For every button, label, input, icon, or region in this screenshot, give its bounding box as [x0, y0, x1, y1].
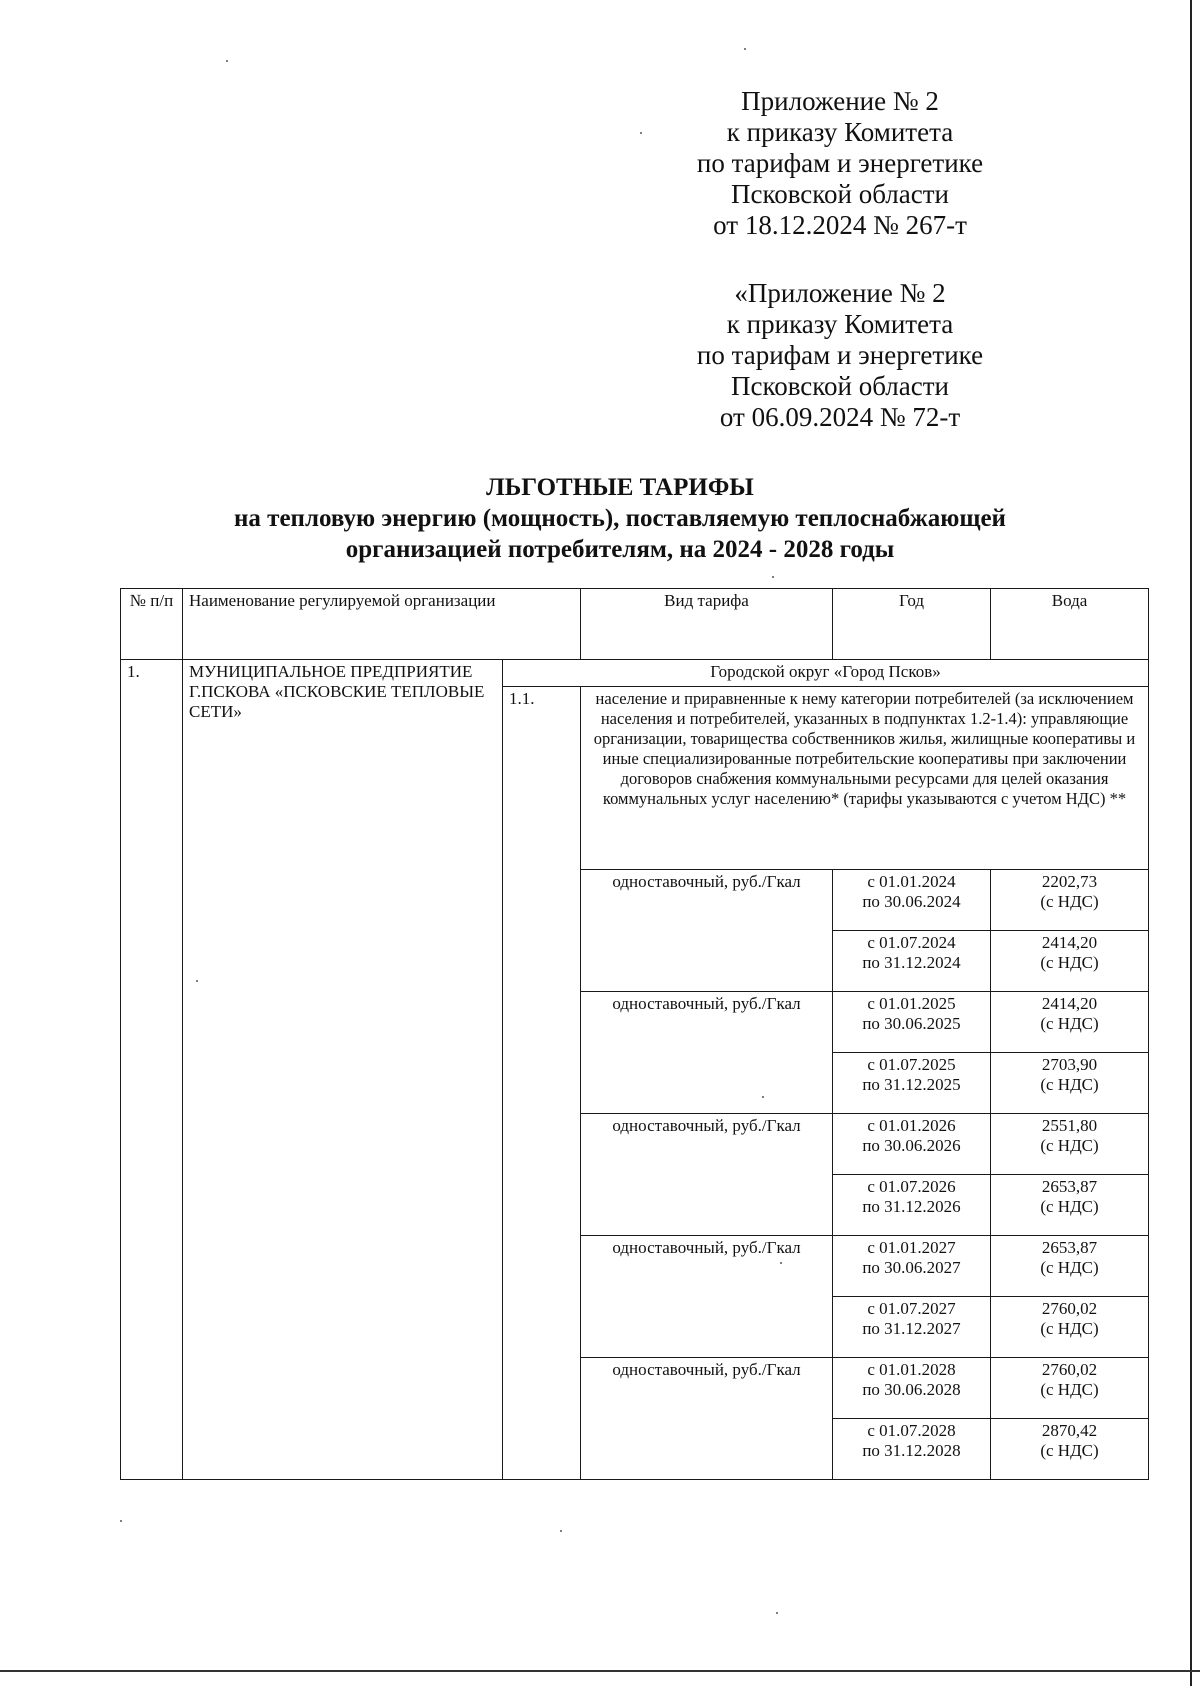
- period-from: с 01.07.2025: [867, 1055, 956, 1074]
- period-from: с 01.01.2026: [867, 1116, 956, 1135]
- period-cell: [833, 1419, 991, 1480]
- title-line: ЛЬГОТНЫЕ ТАРИФЫ: [486, 474, 754, 501]
- consumer-category: население и приравненные к нему категории потребителей (за исключением населения и потребителей, указанных в подпунктах 1.2-1.4): управляющие организации, товарищества собственников жилья, жилищные кооперативы и иные специализированные потребительские кооперативы при заключении договоров снабжения коммунальными ресурсами для целей оказания коммунальных услуг населению* (тарифы указываются с учетом НДС) **: [581, 687, 1149, 870]
- tariff-type: одноставочный, руб./Гкал: [581, 1114, 833, 1236]
- scan-speck: [762, 1096, 764, 1098]
- period-to: по 31.12.2024: [862, 953, 961, 972]
- period-to: по 31.12.2025: [862, 1075, 961, 1094]
- scan-speck: [780, 1262, 782, 1264]
- appendix-current-block: [640, 86, 1040, 241]
- tariff-value: 2551,80: [1041, 1116, 1098, 1135]
- period-to: по 31.12.2026: [862, 1197, 961, 1216]
- appendix-previous-block: [640, 278, 1040, 433]
- period-from: с 01.01.2028: [867, 1360, 956, 1379]
- period-from: с 01.01.2025: [867, 994, 956, 1013]
- period-to: по 30.06.2028: [862, 1380, 961, 1399]
- period-cell: [833, 870, 991, 931]
- district-name: Городской округ «Город Псков»: [503, 660, 1149, 687]
- tariff-value: 2760,02: [1041, 1299, 1098, 1318]
- period-to: по 30.06.2027: [862, 1258, 961, 1277]
- scan-speck: [640, 132, 642, 134]
- appendix-current-line: по тарифам и энергетике: [696, 148, 984, 178]
- tariff-value: 2653,87: [1041, 1177, 1098, 1196]
- appendix-current-line: Псковской области: [730, 179, 949, 209]
- appendix-previous-line: от 06.09.2024 № 72-т: [719, 402, 961, 432]
- tariff-type: одноставочный, руб./Гкал: [581, 1236, 833, 1358]
- vat-note: (с НДС): [1040, 1014, 1099, 1033]
- value-cell: [991, 931, 1149, 992]
- period-cell: [833, 931, 991, 992]
- period-from: с 01.07.2024: [867, 933, 956, 952]
- table-row: [121, 660, 1149, 687]
- appendix-previous-line: по тарифам и энергетике: [696, 340, 984, 370]
- header-year: Год: [833, 589, 991, 660]
- appendix-current-line: от 18.12.2024 № 267-т: [713, 210, 967, 240]
- vat-note: (с НДС): [1040, 1380, 1099, 1399]
- title-line: на тепловую энергию (мощность), поставляемую теплоснабжающей: [234, 505, 1006, 532]
- tariff-type: одноставочный, руб./Гкал: [581, 992, 833, 1114]
- period-cell: [833, 1297, 991, 1358]
- appendix-previous-line: к приказу Комитета: [726, 309, 954, 339]
- appendix-current-line: к приказу Комитета: [726, 117, 954, 147]
- scan-speck: [196, 980, 198, 982]
- period-from: с 01.01.2027: [867, 1238, 956, 1257]
- period-from: с 01.01.2024: [867, 872, 956, 891]
- vat-note: (с НДС): [1040, 1441, 1099, 1460]
- scan-speck: [560, 1530, 562, 1532]
- sub-number: 1.1.: [503, 687, 581, 1480]
- header-num: № п/п: [121, 589, 183, 660]
- period-cell: [833, 1358, 991, 1419]
- vat-note: (с НДС): [1040, 1197, 1099, 1216]
- header-water: Вода: [991, 589, 1149, 660]
- period-to: по 31.12.2028: [862, 1441, 961, 1460]
- period-from: с 01.07.2027: [867, 1299, 956, 1318]
- table-header-row: [121, 589, 1149, 660]
- tariff-value: 2414,20: [1041, 994, 1098, 1013]
- period-to: по 31.12.2027: [862, 1319, 961, 1338]
- vat-note: (с НДС): [1040, 1319, 1099, 1338]
- tariff-type: одноставочный, руб./Гкал: [581, 1358, 833, 1480]
- scan-speck: [120, 1520, 122, 1522]
- tariff-value: 2653,87: [1041, 1238, 1098, 1257]
- vat-note: (с НДС): [1040, 1258, 1099, 1277]
- value-cell: [991, 1297, 1149, 1358]
- tariff-value: 2414,20: [1041, 933, 1098, 952]
- value-cell: [991, 1236, 1149, 1297]
- tariff-value: 2870,42: [1041, 1421, 1098, 1440]
- scan-edge-bottom: [0, 1670, 1200, 1672]
- scan-speck: [776, 1612, 778, 1614]
- period-to: по 30.06.2026: [862, 1136, 961, 1155]
- period-to: по 30.06.2024: [862, 892, 961, 911]
- vat-note: (с НДС): [1040, 953, 1099, 972]
- value-cell: [991, 1175, 1149, 1236]
- value-cell: [991, 1419, 1149, 1480]
- scan-speck: [772, 576, 774, 578]
- tariff-value: 2703,90: [1041, 1055, 1098, 1074]
- value-cell: [991, 870, 1149, 931]
- document-title: [120, 472, 1120, 565]
- organization-name: МУНИЦИПАЛЬНОЕ ПРЕДПРИЯТИЕ Г.ПСКОВА «ПСКОВСКИЕ ТЕПЛОВЫЕ СЕТИ»: [183, 660, 503, 1480]
- row-number: 1.: [121, 660, 183, 1480]
- appendix-previous-line: Псковской области: [730, 371, 949, 401]
- header-type: Вид тарифа: [581, 589, 833, 660]
- value-cell: [991, 1053, 1149, 1114]
- appendix-current-line: Приложение № 2: [741, 86, 939, 116]
- scan-speck: [744, 48, 746, 50]
- tariff-table: [120, 588, 1149, 1480]
- vat-note: (с НДС): [1040, 1075, 1099, 1094]
- value-cell: [991, 1114, 1149, 1175]
- period-cell: [833, 1114, 991, 1175]
- scan-speck: [226, 60, 228, 62]
- value-cell: [991, 1358, 1149, 1419]
- tariff-value: 2760,02: [1041, 1360, 1098, 1379]
- period-cell: [833, 992, 991, 1053]
- scan-edge-right: [1190, 0, 1192, 1686]
- vat-note: (с НДС): [1040, 1136, 1099, 1155]
- appendix-previous-line: «Приложение № 2: [734, 278, 946, 308]
- period-cell: [833, 1236, 991, 1297]
- vat-note: (с НДС): [1040, 892, 1099, 911]
- tariff-type: одноставочный, руб./Гкал: [581, 870, 833, 992]
- value-cell: [991, 992, 1149, 1053]
- tariff-value: 2202,73: [1041, 872, 1098, 891]
- title-line: организацией потребителям, на 2024 - 2028 годы: [345, 536, 895, 563]
- period-to: по 30.06.2025: [862, 1014, 961, 1033]
- header-org: Наименование регулируемой организации: [183, 589, 581, 660]
- period-cell: [833, 1053, 991, 1114]
- period-cell: [833, 1175, 991, 1236]
- period-from: с 01.07.2028: [867, 1421, 956, 1440]
- period-from: с 01.07.2026: [867, 1177, 956, 1196]
